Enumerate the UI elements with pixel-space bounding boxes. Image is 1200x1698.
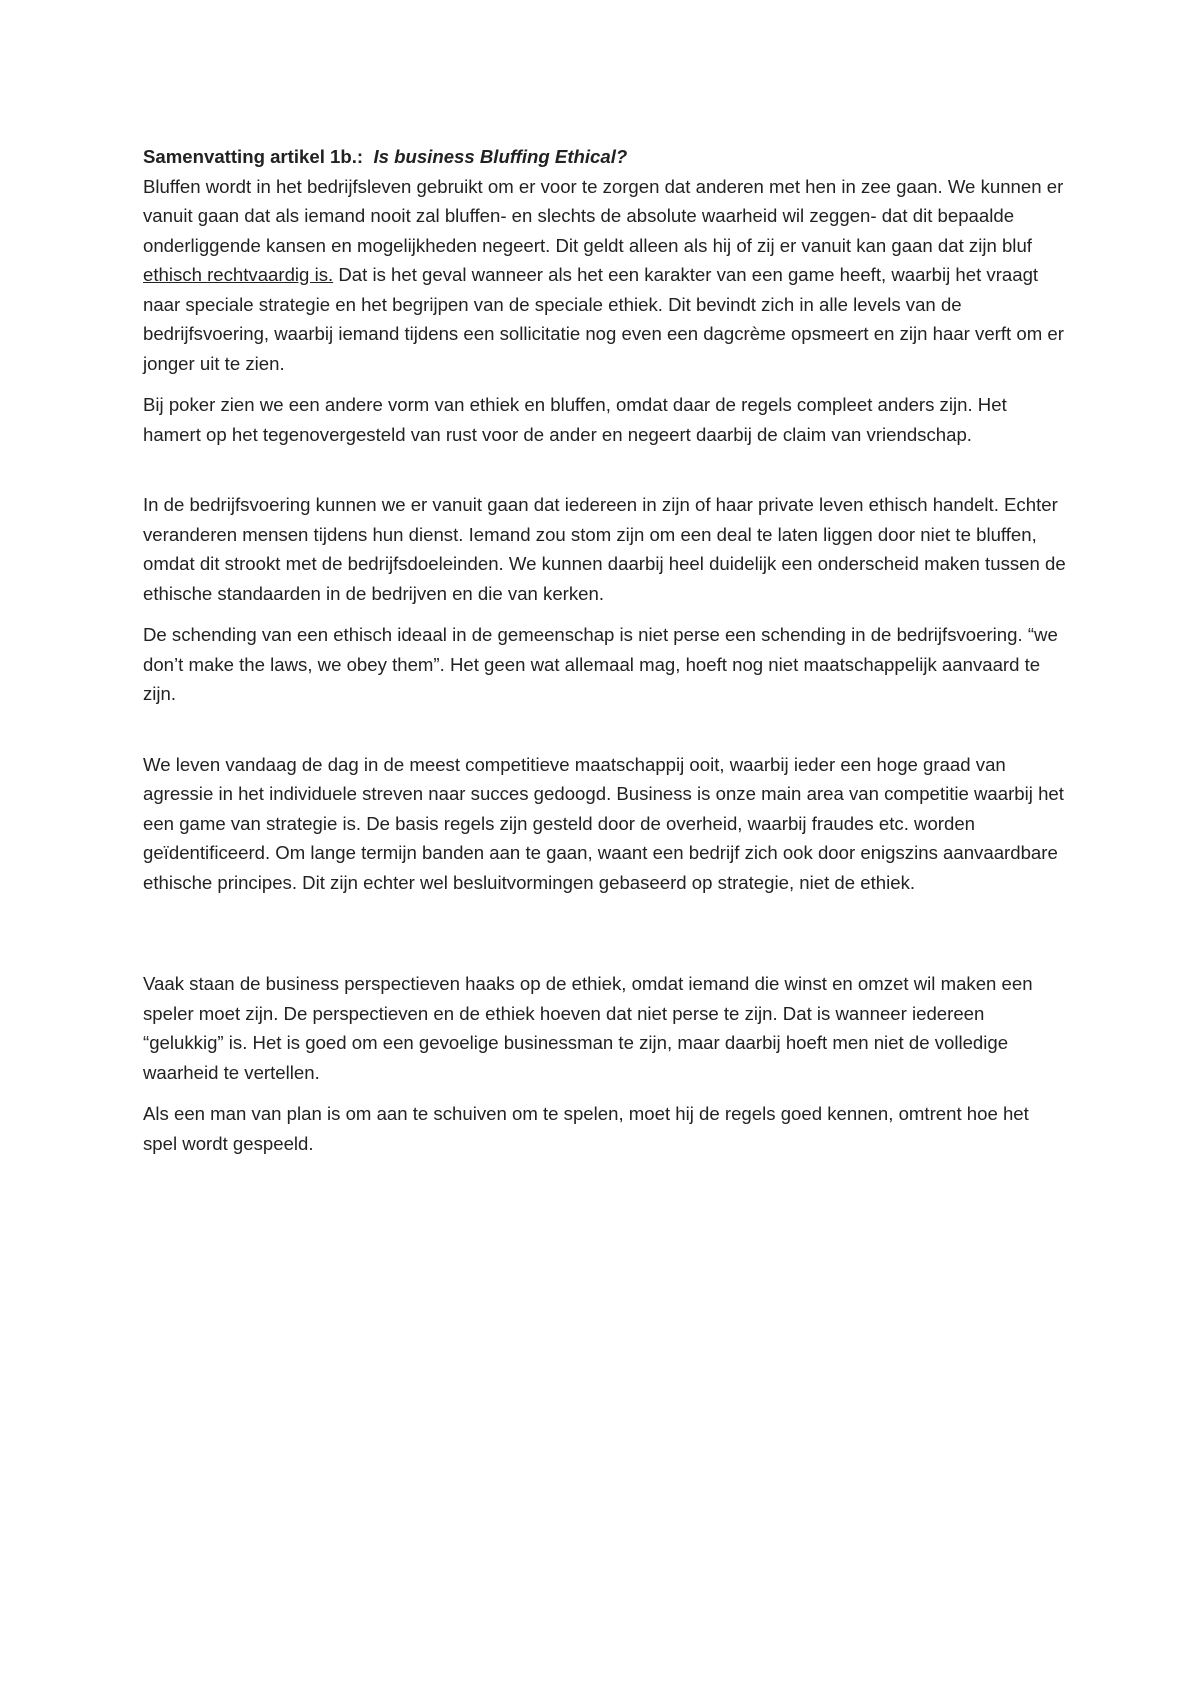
paragraph-2: Bij poker zien we een andere vorm van ethiek en bluffen, omdat daar de regels compleet anders zijn. Het hamert op het tegenovergesteld van rust voor de ander en negeert daarbij de claim van vriendschap. xyxy=(143,394,1007,445)
paragraph-5: We leven vandaag de dag in de meest competitieve maatschappij ooit, waarbij ieder een hoge graad van agressie in het individuele streven naar succes gedoogd. Business is onze main area van competitie waarbij het een game van strategie is. De basis regels zijn gesteld door de overheid, waarbij fraudes etc. worden geïdentificeerd. Om lange termijn banden aan te gaan, waant een bedrijf zich ook door enigszins aanvaardbare ethische principes. Dit zijn echter wel besluitvormingen gebaseerd op strategie, niet de ethiek. xyxy=(143,753,1064,893)
paragraph-1-part-1: Bluffen wordt in het bedrijfsleven gebruikt om er voor te zorgen dat anderen met hen in zee gaan. We kunnen er vanuit gaan dat als iemand nooit zal bluffen- en slechts de absolute waarheid wil zeggen- dat dit bepaalde onderliggende kansen en mogelijkheden negeert. Dit geldt alleen als hij of zij er vanuit kan gaan dat zijn bluf xyxy=(143,175,1064,256)
paragraph-6: Vaak staan de business perspectieven haaks op de ethiek, omdat iemand die winst en omzet wil maken een speler moet zijn. De perspectieven en de ethiek hoeven dat niet perse te zijn. Dat is wanneer iedereen “gelukkig” is. Het is goed om een gevoelige businessman te zijn, maar daarbij hoeft men niet de volledige waarheid te vertellen. xyxy=(143,973,1033,1083)
paragraph-3: In de bedrijfsvoering kunnen we er vanuit gaan dat iedereen in zijn of haar private leven ethisch handelt. Echter veranderen mensen tijdens hun dienst. Iemand zou stom zijn om een deal te laten liggen door niet te bluffen, omdat dit strookt met de bedrijfsdoeleinden. We kunnen daarbij heel duidelijk een onderscheid maken tussen de ethische standaarden in de bedrijven en die van kerken. xyxy=(143,494,1066,604)
paragraph-7: Als een man van plan is om aan te schuiven om te spelen, moet hij de regels goed kennen, omtrent hoe het spel wordt gespeeld. xyxy=(143,1103,1029,1154)
heading-label: Samenvatting artikel 1b.: xyxy=(143,146,364,167)
document-body xyxy=(143,142,1068,1158)
paragraph-1-part-2: Dat is het geval wanneer als het een karakter van een game heeft, waarbij het vraagt naar speciale strategie en het begrijpen van de speciale ethiek. Dit bevindt zich in alle levels van de bedrijfsvoering, waarbij iemand tijdens een sollicitatie nog even een dagcrème opsmeert en zijn haar verft om er jonger uit te zien. xyxy=(143,264,1064,374)
underlined-phrase: ethisch rechtvaardig is. xyxy=(143,264,334,285)
heading-title: Is business Bluffing Ethical? xyxy=(373,146,628,167)
document-heading xyxy=(143,142,1068,172)
paragraph-1 xyxy=(143,172,1068,379)
paragraph-4: De schending van een ethisch ideaal in de gemeenschap is niet perse een schending in de bedrijfsvoering. “we don’t make the laws, we obey them”. Het geen wat allemaal mag, hoeft nog niet maatschappelijk aanvaard te zijn. xyxy=(143,624,1058,704)
